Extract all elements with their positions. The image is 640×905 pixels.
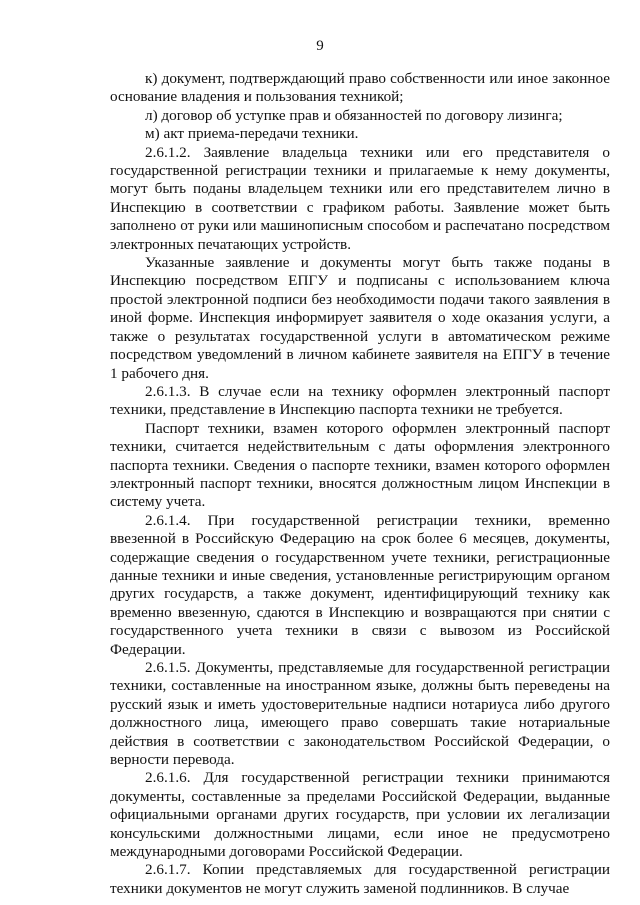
paragraph-2-6-1-7: 2.6.1.7. Копии представляемых для государственной регистрации техники документов не могут служить заменой подлинников. В случае bbox=[110, 861, 610, 897]
document-body bbox=[110, 70, 610, 898]
paragraph-item-l: л) договор об уступке прав и обязанностей по договору лизинга; bbox=[145, 106, 563, 124]
paragraph-passport-invalid: Паспорт техники, взамен которого оформлен электронный паспорт техники, считается недействительным с даты оформления электронного паспорта техники. Сведения о паспорте техники, взамен которого оформлен электронный паспорт техники, вносятся должностным лицом Инспекции в систему учета. bbox=[110, 419, 610, 511]
paragraph-item-m: м) акт приема-передачи техники. bbox=[145, 125, 359, 143]
page-number: 9 bbox=[316, 38, 324, 54]
paragraph-2-6-1-6: 2.6.1.6. Для государственной регистрации техники принимаются документы, составленные за пределами Российской Федерации, выданные официальными органами других государств, при условии их легализации консульскими должностными лицами, если иное не предусмотрено международными договорами Российской Федерации. bbox=[110, 769, 610, 861]
paragraph-item-k: к) документ, подтверждающий право собственности или иное законное основание владения и пользования техникой; bbox=[110, 70, 610, 106]
paragraph-2-6-1-3: 2.6.1.3. В случае если на технику оформлен электронный паспорт техники, представление в Инспекцию паспорта техники не требуется. bbox=[110, 382, 610, 419]
paragraph-2-6-1-5: 2.6.1.5. Документы, представляемые для государственной регистрации техники, составленные на иностранном языке, должны быть переведены на русский язык и иметь удостоверительные надписи нотариуса либо другого должностного лица, имеющего право совершать такие нотариальные действия в соответствии с законодательством Российской Федерации, о верности перевода. bbox=[110, 659, 610, 769]
paragraph-2-6-1-4: 2.6.1.4. При государственной регистрации техники, временно ввезенной в Российскую Федерацию на срок более 6 месяцев, документы, содержащие сведения о государственном учете техники, регистрационные данные техники и иные сведения, установленные регистрирующим органом других государств, а также документ, идентифицирующий технику как временно ввезенную, сдаются в Инспекцию и возвращаются при снятии с государственного учета техники в связи с вывозом из Российской Федерации. bbox=[110, 511, 610, 658]
paragraph-epgu-submission: Указанные заявление и документы могут быть также поданы в Инспекцию посредством ЕПГУ и подписаны с использованием ключа простой электронной подписи без необходимости подачи такого заявления в иной форме. Инспекция информирует заявителя о ходе оказания услуги, а также о результатах государственной услуги в автоматическом режиме посредством уведомлений в личном кабинете заявителя на ЕПГУ в течение 1 рабочего дня. bbox=[110, 254, 610, 382]
paragraph-2-6-1-2: 2.6.1.2. Заявление владельца техники или его представителя о государственной регистрации техники и прилагаемые к нему документы, могут быть поданы владельцем техники или его представителем лично в Инспекцию в соответствии с графиком работы. Заявление может быть заполнено от руки или машинописным способом и распечатано посредством электронных печатающих устройств. bbox=[110, 143, 610, 253]
